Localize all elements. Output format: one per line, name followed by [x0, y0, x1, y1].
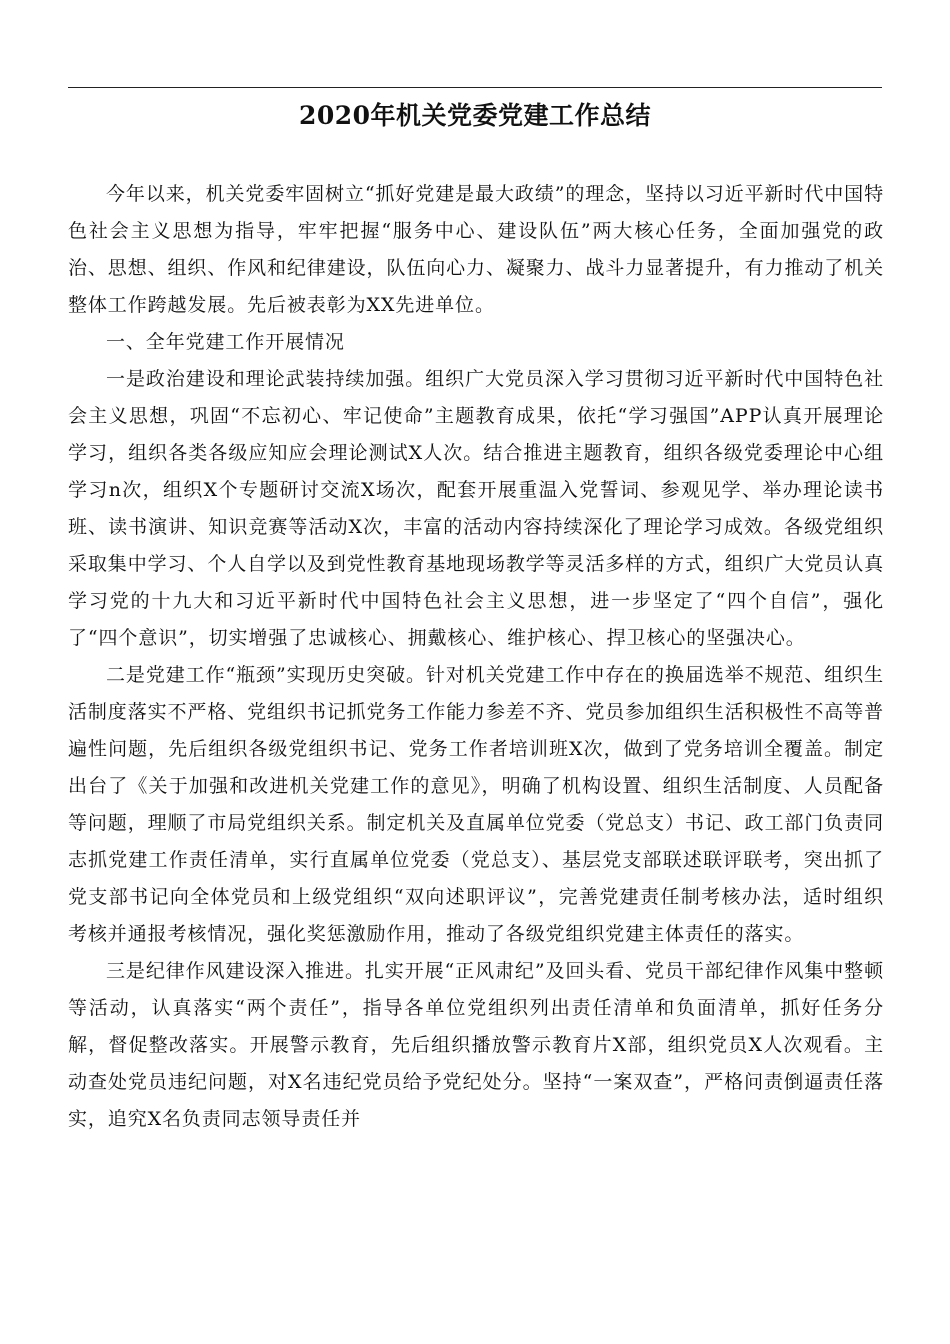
paragraph-discipline-style: 三是纪律作风建设深入推进。扎实开展“正风肃纪”及回头看、党员干部纪律作风集中整顿等活动，认真落实“两个责任”，指导各单位党组织列出责任清单和负面清单，抓好任务分解，督促整改落实。开展警示教育，先后组织播放警示教育片X部，组织党员X人次观看。主动查处党员违纪问题，对X名违纪党员给予党纪处分。坚持“一案双查”，严格问责倒逼责任落实，追究X名负责同志领导责任并 — [68, 960, 884, 1130]
document-title: 2020年机关党委党建工作总结 — [298, 101, 652, 130]
header-rule — [68, 87, 882, 88]
paragraph-bottleneck-breakthrough: 二是党建工作“瓶颈”实现历史突破。针对机关党建工作中存在的换届选举不规范、组织生活制度落实不严格、党组织书记抓党务工作能力参差不齐、党员参加组织生活积极性不高等普遍性问题，先后组织各级党组织书记、党务工作者培训班X次，做到了党务培训全覆盖。制定出台了《关于加强和改进机关党建工作的意见》，明确了机构设置、组织生活制度、人员配备等问题，理顺了市局党组织关系。制定机关及直属单位党委（党总支）书记、政工部门负责同志抓党建工作责任清单，实行直属单位党委（党总支）、基层党支部联述联评联考，突出抓了党支部书记向全体党员和上级党组织“双向述职评议”，完善党建责任制考核办法，适时组织考核并通报考核情况，强化奖惩激励作用，推动了各级党组织党建主体责任的落实。 — [68, 664, 884, 945]
document-body — [68, 176, 884, 1138]
paragraph-intro: 今年以来，机关党委牢固树立“抓好党建是最大政绩”的理念，坚持以习近平新时代中国特色社会主义思想为指导，牢牢把握“服务中心、建设队伍”两大核心任务，全面加强党的政治、思想、组织、作风和纪律建设，队伍向心力、凝聚力、战斗力显著提升，有力推动了机关整体工作跨越发展。先后被表彰为XX先进单位。 — [68, 183, 884, 316]
section-heading: 一、全年党建工作开展情况 — [106, 331, 345, 353]
paragraph-political-building: 一是政治建设和理论武装持续加强。组织广大党员深入学习贯彻习近平新时代中国特色社会主义思想，巩固“不忘初心、牢记使命”主题教育成果，依托“学习强国”APP认真开展理论学习，组织各类各级应知应会理论测试X人次。结合推进主题教育，组织各级党委理论中心组学习n次，组织X个专题研讨交流X场次，配套开展重温入党誓词、参观见学、举办理论读书班、读书演讲、知识竞赛等活动X次，丰富的活动内容持续深化了理论学习成效。各级党组织采取集中学习、个人自学以及到党性教育基地现场教学等灵活多样的方式，组织广大党员认真学习党的十九大和习近平新时代中国特色社会主义思想，进一步坚定了“四个自信”，强化了“四个意识”，切实增强了忠诚核心、拥戴核心、维护核心、捍卫核心的坚强决心。 — [68, 368, 884, 649]
